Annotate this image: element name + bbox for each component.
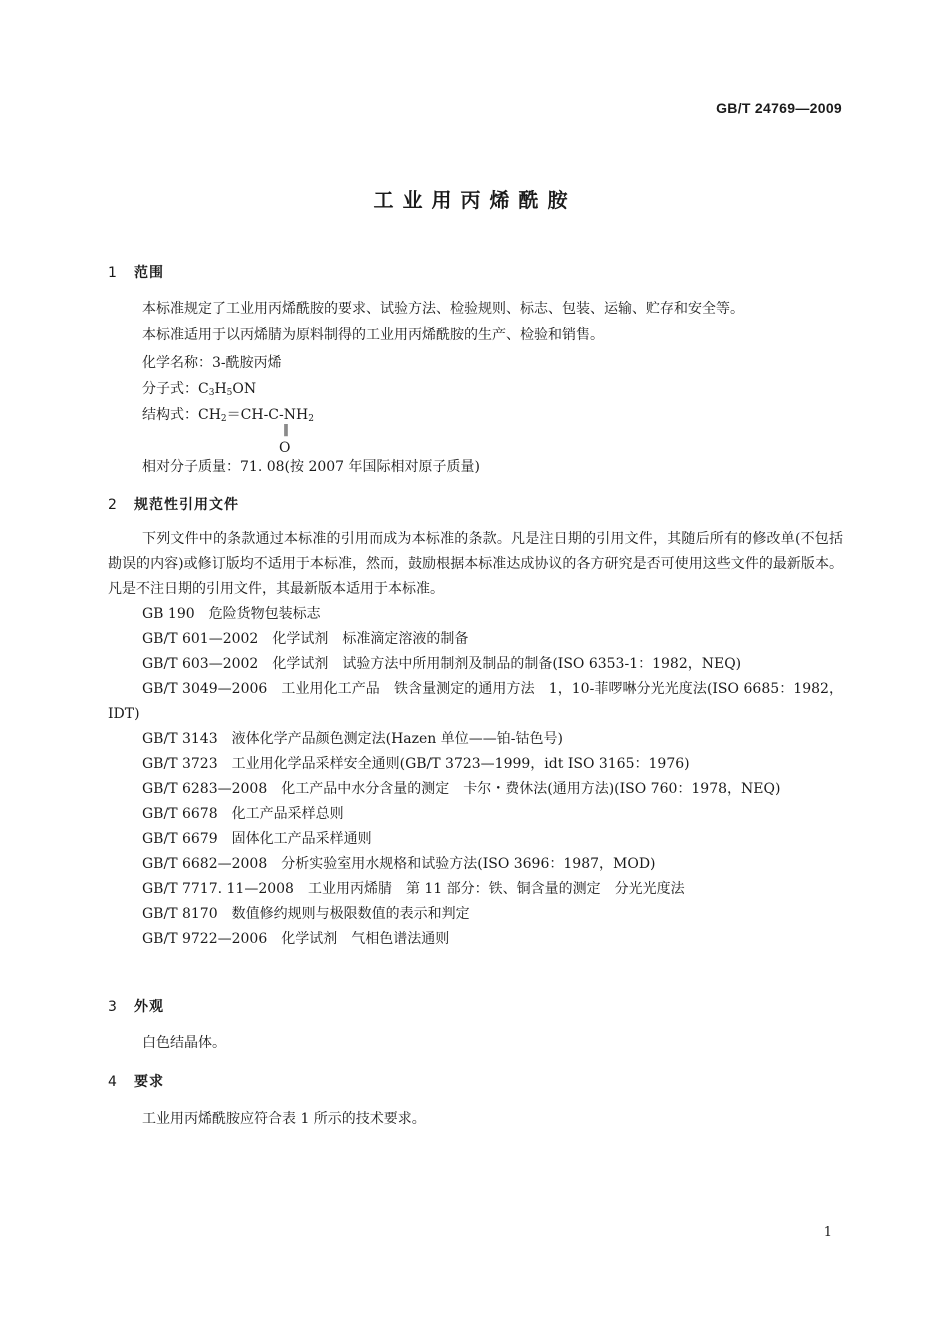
scope-paragraph-2: 本标准适用于以丙烯腈为原料制得的工业用丙烯酰胺的生产、检验和销售。 bbox=[142, 327, 604, 343]
standard-code: GB/T 24769—2009 bbox=[716, 100, 842, 116]
section-heading-requirements bbox=[108, 1071, 164, 1091]
reference-item bbox=[108, 877, 843, 902]
reference-title: 化学试剂 气相色谱法通则 bbox=[281, 931, 450, 947]
reference-item bbox=[108, 852, 843, 877]
section-number: 3 bbox=[108, 999, 117, 1015]
reference-item bbox=[108, 627, 843, 652]
scope-paragraph-1: 本标准规定了工业用丙烯酰胺的要求、试验方法、检验规则、标志、包装、运输、贮存和安全等。 bbox=[142, 301, 744, 317]
reference-code: GB/T 3143 bbox=[142, 731, 218, 747]
reference-code: GB/T 3049—2006 bbox=[142, 681, 268, 697]
reference-code: GB/T 6679 bbox=[142, 831, 218, 847]
formula-c-count: 3 bbox=[208, 388, 215, 398]
molecular-mass: 相对分子质量：71. 08(按 2007 年国际相对原子质量) bbox=[142, 459, 480, 475]
double-bond-mark: ‖ bbox=[283, 422, 289, 436]
oxygen-atom: O bbox=[279, 440, 291, 456]
reference-title: 化学试剂 试验方法中所用制剂及制品的制备(ISO 6353-1：1982，NEQ) bbox=[272, 656, 742, 672]
formula-c: C bbox=[198, 381, 209, 397]
reference-title: 数值修约规则与极限数值的表示和判定 bbox=[231, 906, 470, 922]
section-heading-appearance bbox=[108, 996, 164, 1016]
appearance-text: 白色结晶体。 bbox=[142, 1035, 226, 1051]
reference-code: GB/T 603—2002 bbox=[142, 656, 259, 672]
document-title: 工业用丙烯酰胺 bbox=[373, 188, 577, 212]
section-heading-scope bbox=[108, 262, 164, 282]
section-number: 4 bbox=[108, 1074, 117, 1090]
reference-code: GB/T 601—2002 bbox=[142, 631, 259, 647]
reference-code: GB/T 6678 bbox=[142, 806, 218, 822]
reference-title: 液体化学产品颜色测定法(Hazen 单位——铂-钴色号) bbox=[231, 731, 563, 747]
reference-title: 危险货物包装标志 bbox=[208, 606, 321, 622]
normative-intro: 下列文件中的条款通过本标准的引用而成为本标准的条款。凡是注日期的引用文件，其随后所有的修改单(不包括勘误的内容)或修订版均不适用于本标准，然而，鼓励根据本标准达成协议的各方研究是否可使用这些文件的最新版本。凡是不注日期的引用文件，其最新版本适用于本标准。 bbox=[108, 531, 843, 597]
structure-a-count: 2 bbox=[220, 414, 227, 424]
reference-code: GB/T 6682—2008 bbox=[142, 856, 268, 872]
requirements-text: 工业用丙烯酰胺应符合表 1 所示的技术要求。 bbox=[142, 1111, 426, 1127]
reference-title: 工业用化学品采样安全通则(GB/T 3723—1999，idt ISO 3165：1976) bbox=[231, 756, 690, 772]
reference-item bbox=[108, 827, 843, 852]
reference-title: 工业用化工产品 铁含量测定的通用方法 1，10-菲啰啉分光光度法(ISO 6685：1982，IDT) bbox=[108, 681, 843, 722]
molecular-formula bbox=[142, 378, 256, 398]
structural-formula bbox=[142, 404, 314, 424]
reference-code: GB/T 3723 bbox=[142, 756, 218, 772]
reference-code: GB/T 6283—2008 bbox=[142, 781, 268, 797]
reference-item bbox=[108, 777, 843, 802]
section-title: 范围 bbox=[134, 265, 164, 281]
reference-title: 固体化工产品采样通则 bbox=[231, 831, 372, 847]
reference-title: 分析实验室用水规格和试验方法(ISO 3696：1987，MOD) bbox=[281, 856, 656, 872]
reference-code: GB 190 bbox=[142, 606, 195, 622]
reference-list bbox=[108, 602, 843, 952]
reference-item bbox=[108, 727, 843, 752]
reference-item bbox=[108, 652, 843, 677]
reference-item bbox=[108, 802, 843, 827]
reference-code: GB/T 7717. 11—2008 bbox=[142, 881, 294, 897]
structure-b-count: 2 bbox=[308, 414, 314, 424]
formula-label: 分子式： bbox=[142, 381, 198, 397]
formula-h: H bbox=[214, 381, 227, 397]
section-number: 1 bbox=[108, 265, 117, 281]
reference-item bbox=[108, 752, 843, 777]
reference-title: 化工产品中水分含量的测定 卡尔・费休法(通用方法)(ISO 760：1978，NEQ) bbox=[281, 781, 781, 797]
reference-code: GB/T 8170 bbox=[142, 906, 218, 922]
reference-item bbox=[108, 902, 843, 927]
reference-title: 工业用丙烯腈 第 11 部分：铁、铜含量的测定 分光光度法 bbox=[307, 881, 685, 897]
section-number: 2 bbox=[108, 497, 117, 513]
structure-part-b: ＝CH-C-NH bbox=[226, 407, 309, 423]
section-title: 规范性引用文件 bbox=[134, 497, 239, 513]
reference-item bbox=[108, 677, 843, 727]
reference-item bbox=[108, 602, 843, 627]
section-title: 要求 bbox=[134, 1074, 164, 1090]
reference-title: 化学试剂 标准滴定溶液的制备 bbox=[272, 631, 469, 647]
page-number: 1 bbox=[823, 1225, 832, 1240]
formula-rest: ON bbox=[232, 381, 257, 397]
reference-title: 化工产品采样总则 bbox=[231, 806, 344, 822]
reference-item bbox=[108, 927, 843, 952]
structure-part-a: CH bbox=[198, 407, 221, 423]
section-heading-normative-references bbox=[108, 494, 239, 514]
structure-label: 结构式： bbox=[142, 407, 198, 423]
chemical-name: 化学名称：3-酰胺丙烯 bbox=[142, 355, 282, 371]
reference-code: GB/T 9722—2006 bbox=[142, 931, 268, 947]
section-title: 外观 bbox=[134, 999, 164, 1015]
formula-h-count: 5 bbox=[226, 388, 233, 398]
